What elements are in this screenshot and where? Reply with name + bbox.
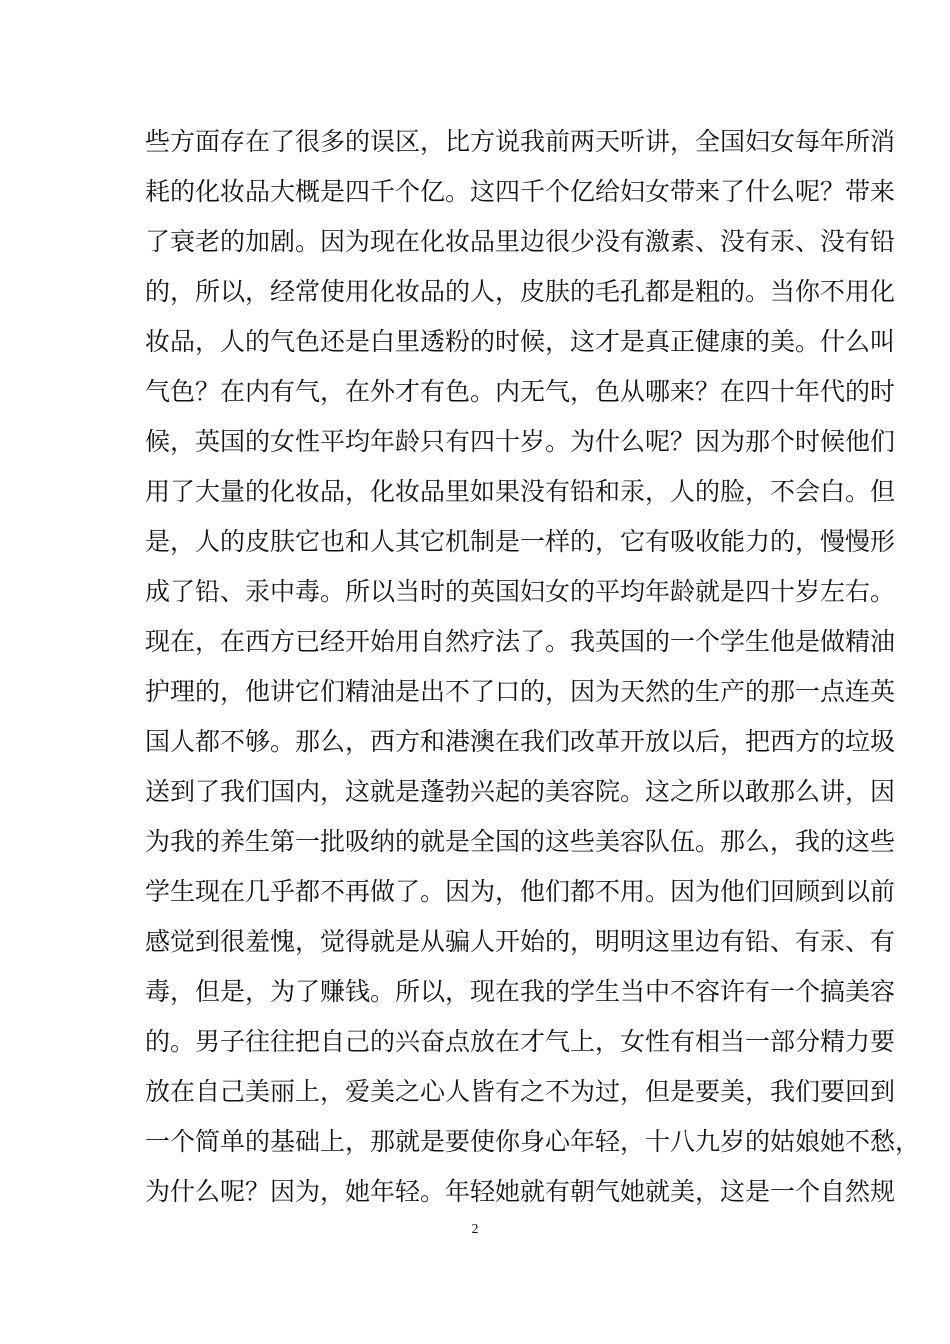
text-line: 候，英国的女性平均年龄只有四十岁。为什么呢？因为那个时候他们 [145, 427, 896, 456]
text-line: 气色？在内有气，在外才有色。内无气，色从哪来？在四十年代的时 [145, 377, 896, 406]
text-line: 的。男子往往把自己的兴奋点放在才气上，女性有相当一部分精力要 [145, 1027, 896, 1056]
body-text [145, 117, 921, 1217]
text-line: 是，人的皮肤它也和人其它机制是一样的，它有吸收能力的，慢慢形 [145, 527, 896, 556]
text-line: 感觉到很羞愧，觉得就是从骗人开始的，明明这里边有铅、有汞、有 [145, 927, 896, 956]
text-line: 现在，在西方已经开始用自然疗法了。我英国的一个学生他是做精油 [145, 627, 896, 656]
text-line: 妆品，人的气色还是白里透粉的时候，这才是真正健康的美。什么叫 [145, 327, 896, 356]
text-line: 送到了我们国内，这就是蓬勃兴起的美容院。这之所以敢那么讲，因 [145, 777, 896, 806]
text-line: 些方面存在了很多的误区，比方说我前两天听讲，全国妇女每年所消 [145, 127, 896, 156]
text-line: 一个简单的基础上，那就是要使你身心年轻，十八九岁的姑娘她不愁， [145, 1127, 921, 1156]
text-line: 耗的化妆品大概是四千个亿。这四千个亿给妇女带来了什么呢？带来 [145, 177, 896, 206]
text-line: 的，所以，经常使用化妆品的人，皮肤的毛孔都是粗的。当你不用化 [145, 277, 896, 306]
page-number: 2 [471, 1222, 479, 1237]
text-line: 学生现在几乎都不再做了。因为，他们都不用。因为他们回顾到以前 [145, 877, 896, 906]
text-line: 了衰老的加剧。因为现在化妆品里边很少没有激素、没有汞、没有铅 [145, 227, 896, 256]
text-line: 为我的养生第一批吸纳的就是全国的这些美容队伍。那么，我的这些 [145, 827, 896, 856]
text-line: 护理的，他讲它们精油是出不了口的，因为天然的生产的那一点连英 [145, 677, 896, 706]
text-line: 国人都不够。那么，西方和港澳在我们改革开放以后，把西方的垃圾 [145, 727, 896, 756]
text-line: 放在自己美丽上，爱美之心人皆有之不为过，但是要美，我们要回到 [145, 1077, 896, 1106]
text-line: 用了大量的化妆品，化妆品里如果没有铅和汞，人的脸，不会白。但 [145, 477, 896, 506]
text-line: 成了铅、汞中毒。所以当时的英国妇女的平均年龄就是四十岁左右。 [145, 577, 896, 606]
text-line: 为什么呢？因为，她年轻。年轻她就有朝气她就美，这是一个自然规 [145, 1177, 896, 1206]
text-line: 毒，但是，为了赚钱。所以，现在我的学生当中不容许有一个搞美容 [145, 977, 896, 1006]
